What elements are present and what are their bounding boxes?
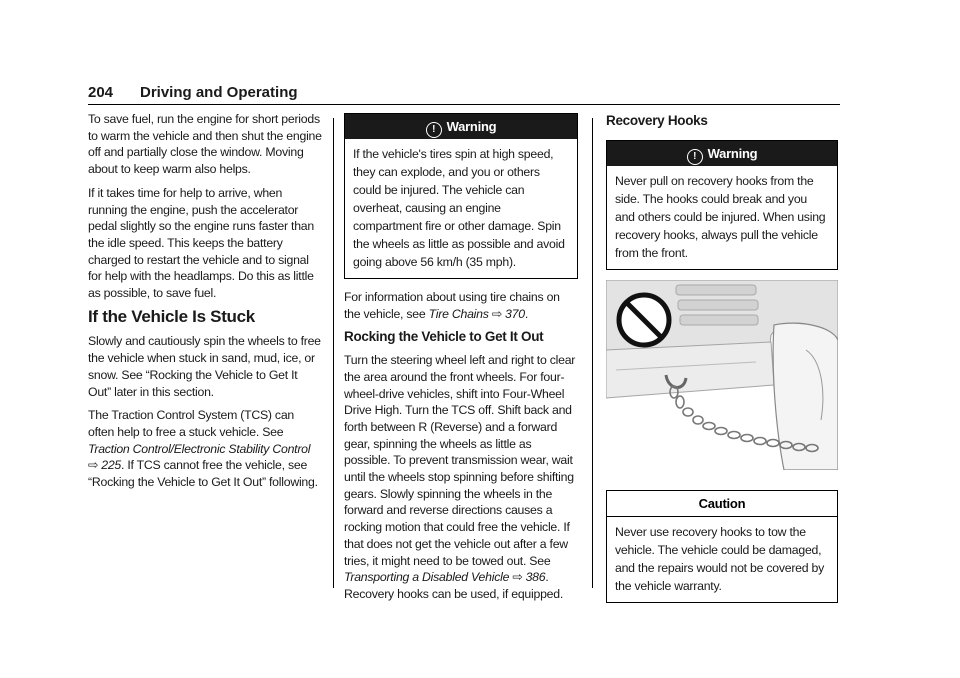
page-reference-arrow-icon: ⇨ [491,306,502,321]
heading-rocking-vehicle: Rocking the Vehicle to Get It Out [344,329,544,345]
recovery-hook-drawing [606,280,838,470]
section-title: Driving and Operating [140,84,298,101]
page-reference-arrow-icon: ⇨ [512,570,523,585]
paragraph-tcs: The Traction Control System (TCS) can often help to free a stuck vehicle. See Traction Control/Electronic Stability Control ⇨ 225. If TCS cannot free the vehicle, see “Rocking the Vehicle to Get It Out” following. [88,408,318,490]
paragraph-rocking: Turn the steering wheel left and right to clear the area around the front wheels. For four-wheel-drive vehicles, shift into Four-Wheel Drive High. Turn the TCS off. Shift back and forth between R (Reverse) and a forward gear, spinning the wheels as little as possible. To prevent transmission wear, wait until the wheels stop spinning before shifting gears. Slowly spinning the wheels in the forward and reverse directions causes a rocking motion that could free the vehicle. If that does not get the vehicle out after a few tries, it might need to be towed out. See Transporting a Disabled Vehicle ⇨ 386. Recovery hooks can be used, if equipped. [344,353,576,601]
page-reference-arrow-icon: ⇨ [88,458,99,473]
paragraph-tire-chains: For information about using tire chains on the vehicle, see Tire Chains ⇨ 370. [344,290,560,321]
warning-header: ! Warning [345,114,577,139]
column-2 [344,113,578,610]
page-reference[interactable]: 225 [101,458,122,473]
paragraph-help-arrive: If it takes time for help to arrive, when running the engine, push the accelerator pedal slightly so the engine runs faster than the idle speed. This keeps the battery charged to restart the vehicle and to signal for help with the headlamps. Do this as little as possible, to save fuel. [88,185,314,301]
warning-circle-icon: ! [426,122,442,138]
recovery-hook-illustration [606,280,838,470]
link-traction-control[interactable]: Traction Control/Electronic Stability Control [88,441,311,456]
warning-header: ! Warning [607,141,837,166]
warning-box-recovery-hooks [606,140,838,270]
column-divider [333,118,334,588]
paragraph-spin-wheels: Slowly and cautiously spin the wheels to free the vehicle when stuck in sand, mud, ice, or snow. See “Rocking the Vehicle to Get It Out” later in this section. [88,334,321,399]
page-reference[interactable]: 370 [505,306,525,321]
caution-text: Never use recovery hooks to tow the vehicle. The vehicle could be damaged, and the repairs would not be covered by the vehicle warranty. [615,524,825,593]
caution-box-recovery-hooks [606,490,838,603]
prohibition-icon [619,295,669,345]
heading-vehicle-stuck: If the Vehicle Is Stuck [88,306,255,326]
header-rule [88,104,840,105]
caution-header: Caution [607,491,837,517]
warning-text: If the vehicle's tires spin at high speed, they can explode, and you or others could be injured. The vehicle can overheat, causing an engine compartment fire or other damage. Spin the wheels as little as possible and avoid going above 56 km/h (35 mph). [353,147,565,269]
warning-text: Never pull on recovery hooks from the side. The hooks could break and you and others could be injured. When using recovery hooks, always pull the vehicle from the front. [615,173,826,260]
column-divider [592,118,593,588]
page-number: 204 [88,84,114,101]
column-3 [606,113,838,613]
link-tire-chains[interactable]: Tire Chains [428,306,489,321]
page-header [88,84,840,106]
page-reference[interactable]: 386 [525,570,546,585]
paragraph-save-fuel: To save fuel, run the engine for short periods to warm the vehicle and then shut the engine off and partially close the window. Moving about to keep warm also helps. [88,112,322,177]
link-transporting-disabled-vehicle[interactable]: Transporting a Disabled Vehicle [344,570,510,585]
column-1 [88,111,322,498]
warning-circle-icon: ! [687,149,703,165]
heading-recovery-hooks: Recovery Hooks [606,113,708,128]
warning-box-tire-spin [344,113,578,279]
